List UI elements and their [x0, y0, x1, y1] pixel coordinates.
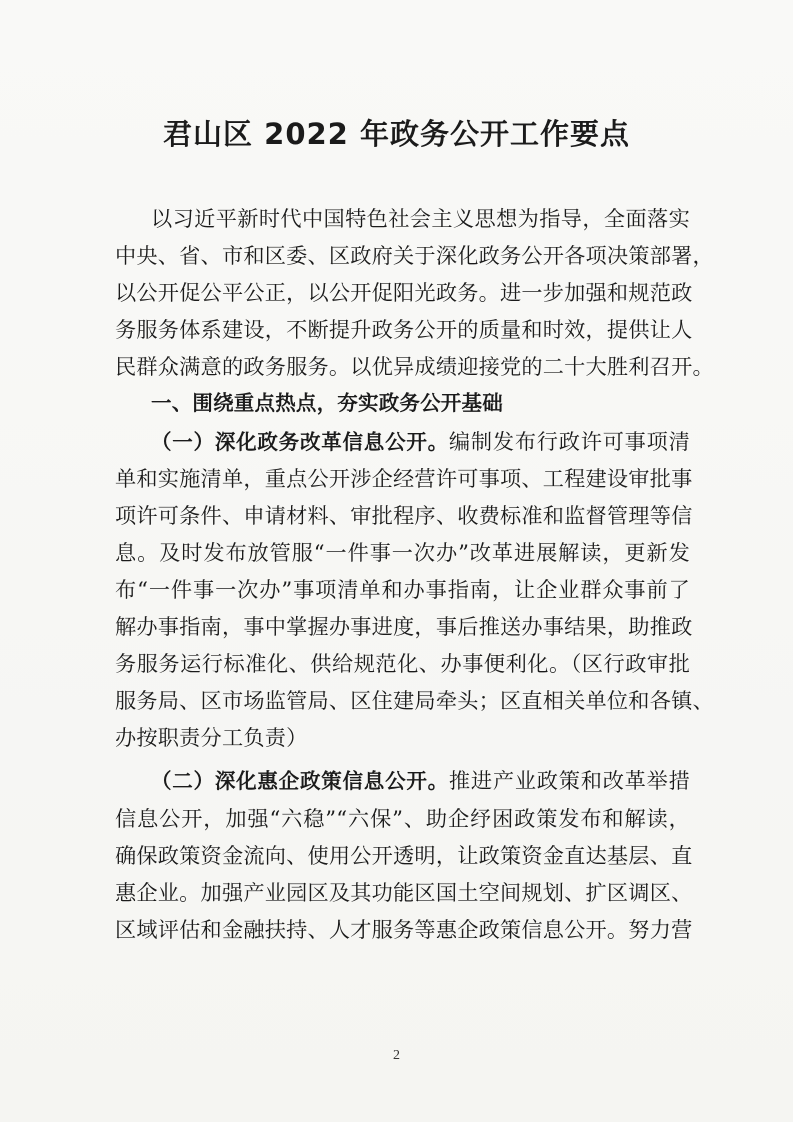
item1-line: 务服务运行标准化、供给规范化、办事便利化。（区行政审批: [115, 651, 690, 677]
item1-line: 息。及时发布放管服“一件事一次办”改革进展解读，更新发: [115, 539, 690, 565]
item2-first-rest: 推进产业政策和改革举措: [448, 768, 690, 794]
item1-line: 布“一件事一次办”事项清单和办事指南，让企业群众事前了: [115, 576, 690, 602]
intro-line: 务服务体系建设，不断提升政务公开的质量和时效，提供让人: [115, 317, 693, 343]
section-heading: 一、围绕重点热点，夯实政务公开基础: [151, 391, 503, 416]
item2-lead: （二）深化惠企政策信息公开。: [151, 769, 449, 794]
item1-line: 解办事指南，事中掌握办事进度，事后推送办事结果，助推政: [115, 614, 693, 640]
item1-first-line: [115, 423, 690, 460]
page-number: 2: [393, 1048, 400, 1063]
item2-line: 确保政策资金流向、使用公开透明，让政策资金直达基层、直: [115, 842, 693, 868]
item1-line: 服务局、区市场监管局、区住建局牵头；区直相关单位和各镇、: [115, 688, 714, 714]
item1-line: 项许可条件、申请材料、审批程序、收费标准和监督管理等信: [115, 502, 693, 528]
item2-first-line: [115, 762, 690, 799]
item2-line: 区域评估和金融扶持、人才服务等惠企政策信息公开。努力营: [115, 916, 693, 942]
intro-line: 以公开促公平公正，以公开促阳光政务。进一步加强和规范政: [115, 280, 693, 306]
intro-line: 中央、省、市和区委、区政府关于深化政务公开各项决策部署，: [115, 243, 714, 269]
document-title: 君山区 2022 年政务公开工作要点: [163, 117, 630, 151]
item1-line: 办按职责分工负责）: [115, 725, 308, 751]
item1-first-rest: 编制发布行政许可事项清: [448, 428, 690, 454]
document-body: [115, 200, 714, 948]
item2-line: 信息公开，加强“六稳”“六保”、助企纾困政策发布和解读，: [115, 805, 690, 831]
item1-lead: （一）深化政务改革信息公开。: [151, 429, 449, 454]
intro-line: 以习近平新时代中国特色社会主义思想为指导，全面落实: [151, 206, 690, 231]
item2-line: 惠企业。加强产业园区及其功能区国土空间规划、扩区调区、: [115, 879, 693, 905]
intro-line: 民群众满意的政务服务。以优异成绩迎接党的二十大胜利召开。: [115, 354, 714, 380]
item1-line: 单和实施清单，重点公开涉企经营许可事项、工程建设审批事: [115, 465, 693, 491]
